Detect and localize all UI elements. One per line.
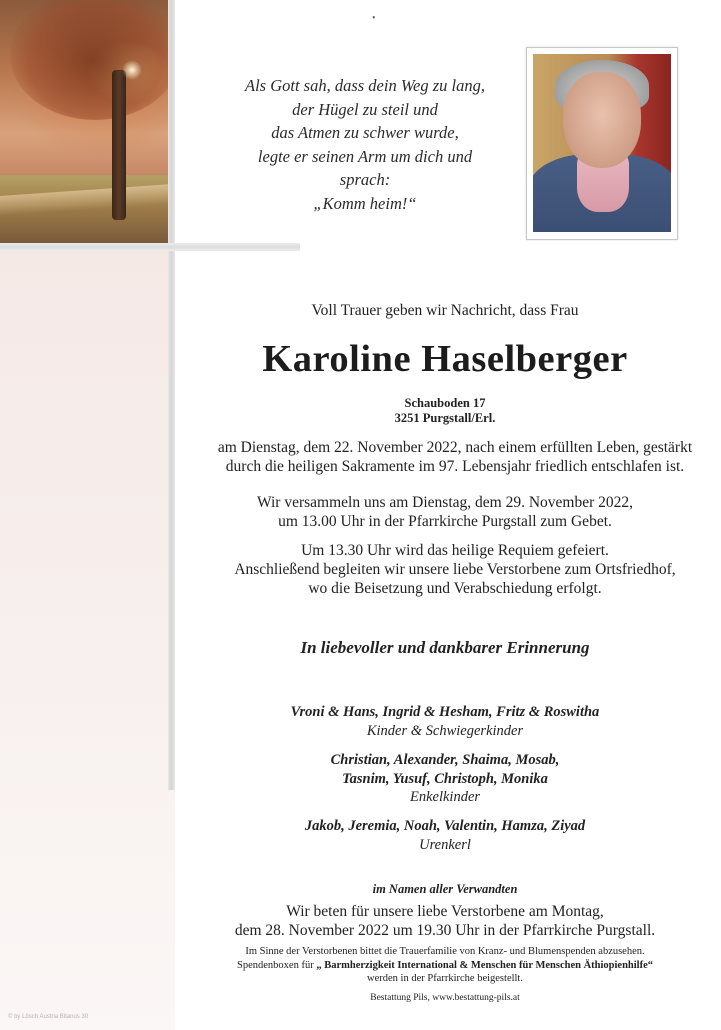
address (205, 396, 685, 426)
portrait-photo (533, 54, 671, 232)
deceased-name: Karoline Haselberger (262, 338, 628, 380)
grandchildren-names: Christian, Alexander, Shaima, Mosab, (330, 752, 560, 768)
family-group-grandchildren (205, 751, 685, 807)
donation-line: Im Sinne der Verstorbenen bittet die Trauerfamilie von Kranz- und Blumenspenden abzusehen. (245, 946, 645, 957)
family-group-great-grandchildren (205, 817, 685, 854)
autumn-tree-image (0, 0, 172, 243)
paragraph-line: wo die Beisetzung und Verabschiedung erfolgt. (308, 580, 602, 597)
memory-heading: In liebevoller und dankbarer Erinnerung (300, 638, 590, 657)
address-city: 3251 Purgstall/Erl. (394, 411, 496, 425)
decorative-dot: • (372, 13, 376, 24)
donation-charity: „ Barmherzigkeit International & Menschen für Menschen Äthiopienhilfe“ (316, 959, 653, 971)
children-role: Kinder & Schwiegerkinder (366, 722, 524, 739)
prayer-paragraph (205, 903, 685, 940)
children-names: Vroni & Hans, Ingrid & Hesham, Fritz & Roswitha (290, 704, 600, 720)
poem (215, 74, 515, 215)
requiem-paragraph (210, 541, 700, 598)
poem-line: Als Gott sah, dass dein Weg zu lang, (244, 76, 486, 95)
paragraph-line: am Dienstag, dem 22. November 2022, nach einem erfüllten Leben, gestärkt (217, 439, 693, 456)
paragraph-line: Anschließend begleiten wir unsere liebe Verstorbene zum Ortsfriedhof, (234, 561, 676, 578)
paragraph-line: Wir beten für unsere liebe Verstorbene am Montag, (286, 903, 604, 920)
poem-line: „Komm heim!“ (313, 193, 417, 213)
relatives-line: im Namen aller Verwandten (372, 882, 518, 896)
family-group-children (205, 703, 685, 740)
gathering-paragraph (205, 493, 685, 531)
grandchildren-role: Enkelkinder (409, 789, 481, 805)
death-paragraph (210, 438, 700, 476)
paragraph-line: um 13.00 Uhr in der Pfarrkirche Purgstall zum Gebet. (278, 513, 612, 530)
donation-prefix: Spendenboxen für (237, 959, 317, 971)
portrait-frame (526, 47, 678, 240)
poem-line: sprach: (339, 170, 391, 189)
copyright-text: © by Lösch Austria Bitanus 30 (8, 1014, 89, 1020)
grandchildren-names: Tasnim, Yusuf, Christoph, Monika (342, 770, 548, 787)
paragraph-line: Wir versammeln uns am Dienstag, dem 29. November 2022, (256, 494, 634, 511)
address-street: Schauboden 17 (404, 396, 486, 410)
donation-line: werden in der Pfarrkirche beigestellt. (367, 973, 523, 984)
poem-line: das Atmen zu schwer wurde, (271, 123, 459, 142)
intro-text: Voll Trauer geben wir Nachricht, dass Frau (311, 302, 579, 319)
cross-horizontal-bar (0, 243, 300, 251)
funeral-home: Bestattung Pils, www.bestattung-pils.at (370, 993, 520, 1003)
paragraph-line: Um 13.30 Uhr wird das heilige Requiem gefeiert. (301, 542, 609, 559)
great-grandchildren-role: Urenkerl (419, 836, 471, 853)
poem-line: legte er seinen Arm um dich und (257, 146, 473, 166)
donation-line (200, 959, 690, 973)
paragraph-line: durch die heiligen Sakramente im 97. Lebensjahr friedlich entschlafen ist. (225, 458, 685, 475)
great-grandchildren-names: Jakob, Jeremia, Noah, Valentin, Hamza, Ziyad (304, 818, 586, 834)
cross-vertical-bar (168, 0, 175, 790)
donation-note (200, 945, 690, 986)
poem-line: der Hügel zu steil und (292, 99, 438, 119)
paragraph-line: dem 28. November 2022 um 19.30 Uhr in der Pfarrkirche Purgstall. (234, 921, 656, 939)
